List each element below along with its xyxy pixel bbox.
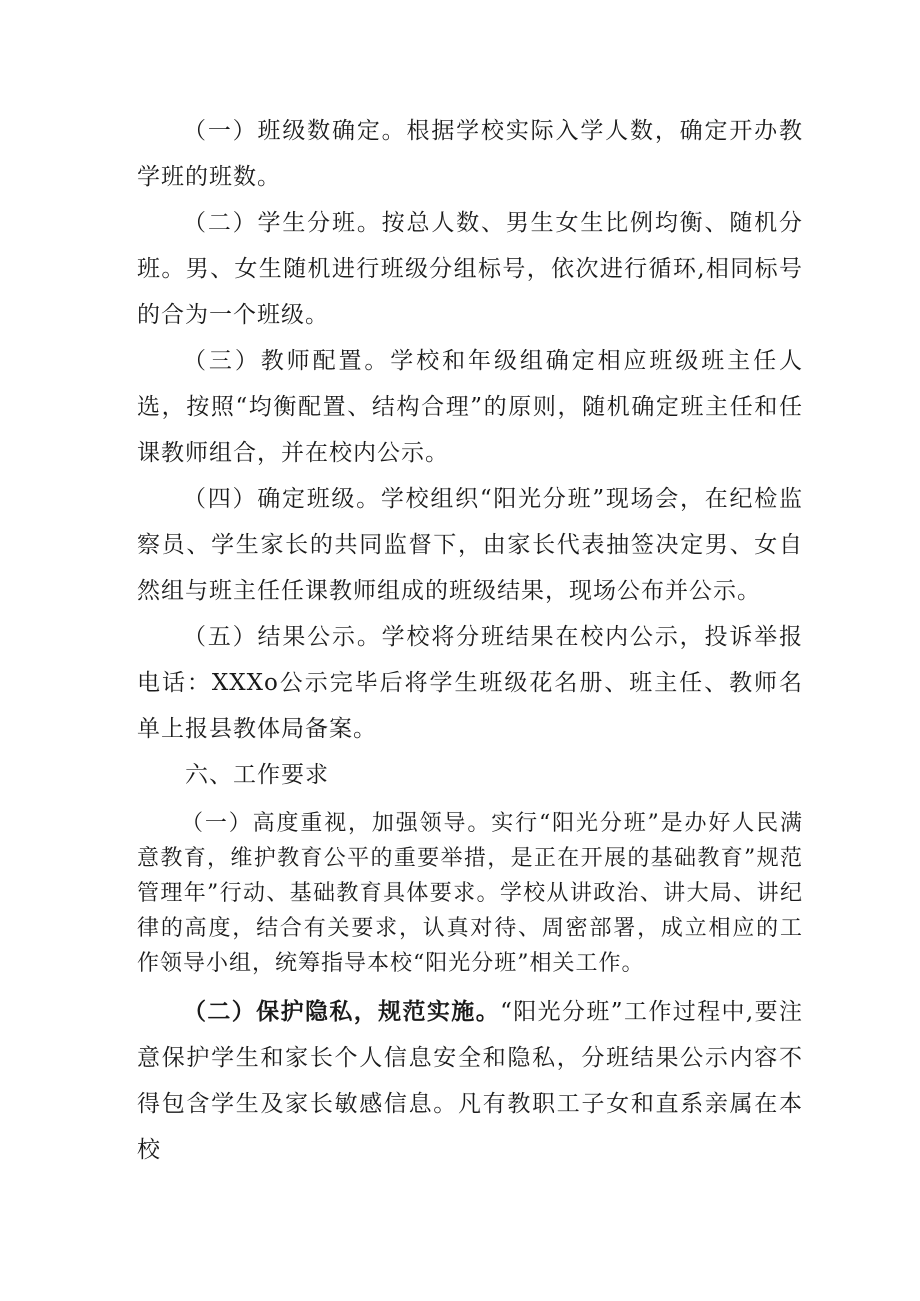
privacy-body: “阳光分班”工作过程中,要注意保护学生和家长个人信息安全和隐私，分班结果公示内容不得包含学生及家长敏感信息。凡有教职工子女和直系亲属在本校 bbox=[137, 999, 804, 1163]
paragraph-class-count: （一）班级数确定。根据学校实际入学人数，确定开办教学班的班数。 bbox=[137, 118, 803, 190]
paragraph-class-confirmation: （四）确定班级。学校组织“阳光分班”现场会，在纪检监察员、学生家长的共同监督下，由家长代表抽签决定男、女自然组与班主任任课教师组成的班级结果，现场公布并公示。 bbox=[137, 486, 803, 604]
paragraph-privacy bbox=[137, 989, 803, 1173]
paragraph-result-publicity: （五）结果公示。学校将分班结果在校内公示，投诉举报电话：XXXo公示完毕后将学生班级花名册、班主任、教师名单上报县教体局备案。 bbox=[137, 624, 803, 742]
privacy-lead: （二）保护隐私，规范实施。 bbox=[183, 998, 501, 1025]
section-heading-work-requirements: 六、工作要求 bbox=[185, 762, 329, 788]
paragraph-leadership: （一）高度重视，加强领导。实行“阳光分班”是办好人民满意教育，维护教育公平的重要举措，是正在开展的基础教育”规范管理年”行动、基础教育具体要求。学校从讲政治、讲大局、讲纪律的高度，结合有关要求，认真对待、周密部署，成立相应的工作领导小组，统筹指导本校“阳光分班”相关工作。 bbox=[137, 811, 803, 976]
paragraph-teacher-allocation: （三）教师配置。学校和年级组确定相应班级班主任人选，按照“均衡配置、结构合理”的原则，随机确定班主任和任课教师组合，并在校内公示。 bbox=[137, 348, 803, 466]
paragraph-student-grouping: （二）学生分班。按总人数、男生女生比例均衡、随机分班。男、女生随机进行班级分组标号，依次进行循环,相同标号的合为一个班级。 bbox=[137, 210, 803, 328]
document-page bbox=[137, 108, 803, 1173]
